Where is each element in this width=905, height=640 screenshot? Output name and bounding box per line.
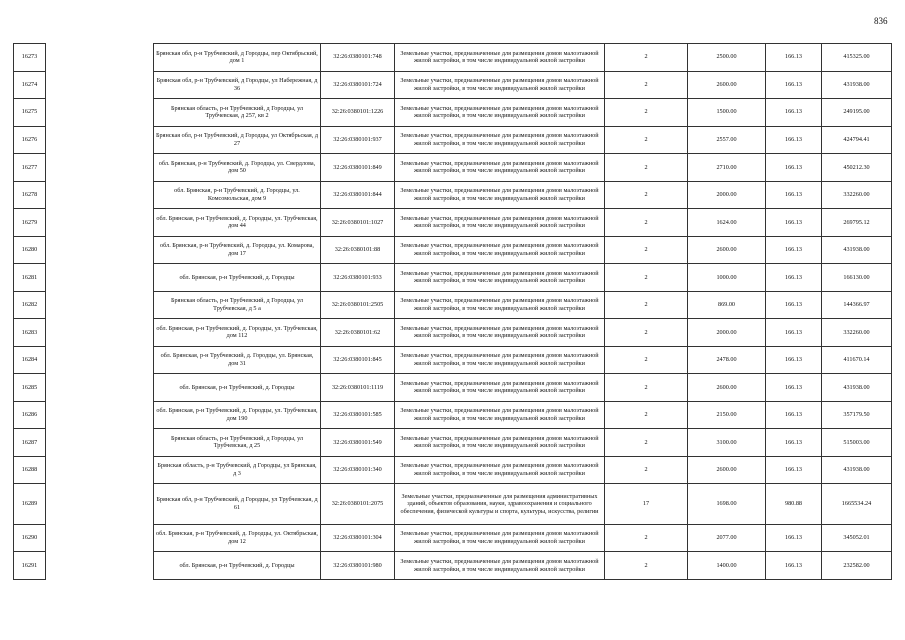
address-cell: обл. Брянская, р-н Трубчевский, д. Городцы bbox=[154, 264, 321, 292]
group-cell: 2 bbox=[605, 374, 688, 402]
address-cell: обл. Брянская, р-н Трубчевский, д. Городцы, ул. Комарова, дом 17 bbox=[154, 236, 321, 264]
cadastral-number-cell: 32:26:0380101:724 bbox=[321, 71, 395, 99]
address-cell: обл. Брянская, р-н Трубчевский, д. Городцы bbox=[154, 374, 321, 402]
specific-value-cell: 166.13 bbox=[766, 401, 822, 429]
cadastral-value-cell: 431938.00 bbox=[822, 374, 892, 402]
row-gap bbox=[46, 552, 154, 580]
row-number: 16282 bbox=[14, 291, 46, 319]
cadastral-value-cell: 450212.30 bbox=[822, 154, 892, 182]
group-cell: 2 bbox=[605, 552, 688, 580]
row-gap bbox=[46, 126, 154, 154]
row-gap bbox=[46, 181, 154, 209]
land-use-cell: Земельные участки, предназначенные для размещения домов малоэтажной жилой застройки, в том числе индивидуальной жилой застройки bbox=[395, 346, 605, 374]
row-number: 16275 bbox=[14, 99, 46, 127]
group-cell: 2 bbox=[605, 319, 688, 347]
specific-value-cell: 166.13 bbox=[766, 264, 822, 292]
row-gap bbox=[46, 456, 154, 484]
row-gap bbox=[46, 264, 154, 292]
cadastral-value-cell: 249195.00 bbox=[822, 99, 892, 127]
row-gap bbox=[46, 209, 154, 237]
row-gap bbox=[46, 44, 154, 72]
area-cell: 3100.00 bbox=[688, 429, 766, 457]
table-row bbox=[14, 429, 892, 457]
cadastral-number-cell: 32:26:0380101:549 bbox=[321, 429, 395, 457]
table-row bbox=[14, 264, 892, 292]
cadastral-number-cell: 32:26:0380101:88 bbox=[321, 236, 395, 264]
row-number: 16285 bbox=[14, 374, 46, 402]
row-number: 16284 bbox=[14, 346, 46, 374]
cadastral-number-cell: 32:26:0380101:304 bbox=[321, 524, 395, 552]
address-cell: Брянская обл, р-н Трубчевский, д Городцы, ул Октябрьская, д 27 bbox=[154, 126, 321, 154]
group-cell: 2 bbox=[605, 209, 688, 237]
cadastral-value-cell: 1665534.24 bbox=[822, 484, 892, 524]
table-row bbox=[14, 319, 892, 347]
group-cell: 2 bbox=[605, 264, 688, 292]
area-cell: 2000.00 bbox=[688, 181, 766, 209]
address-cell: Брянская обл, р-н Трубчевский, д Городцы, ул Набережная, д 36 bbox=[154, 71, 321, 99]
address-cell: обл. Брянская, р-н Трубчевский, д. Городцы, ул. Трубчевская, дом 190 bbox=[154, 401, 321, 429]
cadastral-number-cell: 32:26:0380101:2075 bbox=[321, 484, 395, 524]
land-use-cell: Земельные участки, предназначенные для размещения домов малоэтажной жилой застройки, в том числе индивидуальной жилой застройки bbox=[395, 552, 605, 580]
address-cell: обл. Брянская, р-н Трубчевский, д. Городцы, ул. Трубчевская, дом 112 bbox=[154, 319, 321, 347]
land-use-cell: Земельные участки, предназначенные для размещения домов малоэтажной жилой застройки, в том числе индивидуальной жилой застройки bbox=[395, 429, 605, 457]
table-row bbox=[14, 456, 892, 484]
row-number: 16291 bbox=[14, 552, 46, 580]
specific-value-cell: 166.13 bbox=[766, 209, 822, 237]
specific-value-cell: 980.88 bbox=[766, 484, 822, 524]
table-row bbox=[14, 181, 892, 209]
row-number: 16290 bbox=[14, 524, 46, 552]
address-cell: обл. Брянская, р-н Трубчевский, д. Городцы, ул. Комсомольская, дом 9 bbox=[154, 181, 321, 209]
table-row bbox=[14, 99, 892, 127]
land-use-cell: Земельные участки, предназначенные для размещения административных зданий, объектов образования, науки, здравоохранения и социального обеспечения, физической культуры и спорта, культуры, искусства, религии bbox=[395, 484, 605, 524]
area-cell: 2500.00 bbox=[688, 44, 766, 72]
row-gap bbox=[46, 401, 154, 429]
table-row bbox=[14, 126, 892, 154]
land-use-cell: Земельные участки, предназначенные для размещения домов малоэтажной жилой застройки, в том числе индивидуальной жилой застройки bbox=[395, 126, 605, 154]
cadastral-value-cell: 415325.00 bbox=[822, 44, 892, 72]
cadastral-number-cell: 32:26:0380101:585 bbox=[321, 401, 395, 429]
row-number: 16289 bbox=[14, 484, 46, 524]
cadastral-number-cell: 32:26:0380101:844 bbox=[321, 181, 395, 209]
specific-value-cell: 166.13 bbox=[766, 44, 822, 72]
group-cell: 17 bbox=[605, 484, 688, 524]
cadastral-value-cell: 345052.01 bbox=[822, 524, 892, 552]
cadastral-number-cell: 32:26:0380101:933 bbox=[321, 264, 395, 292]
group-cell: 2 bbox=[605, 236, 688, 264]
cadastral-value-cell: 431938.00 bbox=[822, 71, 892, 99]
address-cell: Брянская область, р-н Трубчевский, д Городцы, ул Трубчевская, д 257, кв 2 bbox=[154, 99, 321, 127]
table-row bbox=[14, 236, 892, 264]
row-gap bbox=[46, 319, 154, 347]
area-cell: 2077.00 bbox=[688, 524, 766, 552]
row-number: 16280 bbox=[14, 236, 46, 264]
row-gap bbox=[46, 71, 154, 99]
cadastral-value-cell: 144366.97 bbox=[822, 291, 892, 319]
row-gap bbox=[46, 154, 154, 182]
land-use-cell: Земельные участки, предназначенные для размещения домов малоэтажной жилой застройки, в том числе индивидуальной жилой застройки bbox=[395, 291, 605, 319]
address-cell: обл. Брянская, р-н Трубчевский, д. Городцы, ул. Свердлова, дом 50 bbox=[154, 154, 321, 182]
cadastral-value-table bbox=[13, 43, 892, 580]
area-cell: 2557.00 bbox=[688, 126, 766, 154]
specific-value-cell: 166.13 bbox=[766, 456, 822, 484]
group-cell: 2 bbox=[605, 181, 688, 209]
cadastral-number-cell: 32:26:0380101:340 bbox=[321, 456, 395, 484]
cadastral-value-cell: 166130.00 bbox=[822, 264, 892, 292]
cadastral-number-cell: 32:26:0380101:980 bbox=[321, 552, 395, 580]
group-cell: 2 bbox=[605, 524, 688, 552]
row-gap bbox=[46, 374, 154, 402]
cadastral-value-cell: 232582.00 bbox=[822, 552, 892, 580]
address-cell: Брянская область, р-н Трубчевский, д Городцы, ул Трубчевская, д 5 а bbox=[154, 291, 321, 319]
address-cell: обл. Брянская, р-н Трубчевский, д. Городцы, ул. Октябрьская, дом 12 bbox=[154, 524, 321, 552]
cadastral-value-cell: 424794.41 bbox=[822, 126, 892, 154]
area-cell: 1698.00 bbox=[688, 484, 766, 524]
group-cell: 2 bbox=[605, 44, 688, 72]
cadastral-value-cell: 431938.00 bbox=[822, 456, 892, 484]
land-use-cell: Земельные участки, предназначенные для размещения домов малоэтажной жилой застройки, в том числе индивидуальной жилой застройки bbox=[395, 209, 605, 237]
row-gap bbox=[46, 291, 154, 319]
row-number: 16279 bbox=[14, 209, 46, 237]
area-cell: 2600.00 bbox=[688, 374, 766, 402]
cadastral-number-cell: 32:26:0380101:2505 bbox=[321, 291, 395, 319]
cadastral-number-cell: 32:26:0380101:849 bbox=[321, 154, 395, 182]
area-cell: 2600.00 bbox=[688, 456, 766, 484]
area-cell: 1624.00 bbox=[688, 209, 766, 237]
table-row bbox=[14, 484, 892, 524]
specific-value-cell: 166.13 bbox=[766, 154, 822, 182]
row-number: 16287 bbox=[14, 429, 46, 457]
table-row bbox=[14, 524, 892, 552]
row-number: 16281 bbox=[14, 264, 46, 292]
cadastral-number-cell: 32:26:0380101:62 bbox=[321, 319, 395, 347]
group-cell: 2 bbox=[605, 71, 688, 99]
area-cell: 2710.00 bbox=[688, 154, 766, 182]
land-use-cell: Земельные участки, предназначенные для размещения домов малоэтажной жилой застройки, в том числе индивидуальной жилой застройки bbox=[395, 236, 605, 264]
specific-value-cell: 166.13 bbox=[766, 552, 822, 580]
land-use-cell: Земельные участки, предназначенные для размещения домов малоэтажной жилой застройки, в том числе индивидуальной жилой застройки bbox=[395, 524, 605, 552]
address-cell: Брянская область, р-н Трубчевский, д Городцы, ул Брянская, д 3 bbox=[154, 456, 321, 484]
land-use-cell: Земельные участки, предназначенные для размещения домов малоэтажной жилой застройки, в том числе индивидуальной жилой застройки bbox=[395, 44, 605, 72]
specific-value-cell: 166.13 bbox=[766, 346, 822, 374]
land-use-cell: Земельные участки, предназначенные для размещения домов малоэтажной жилой застройки, в том числе индивидуальной жилой застройки bbox=[395, 456, 605, 484]
cadastral-value-cell: 332260.00 bbox=[822, 181, 892, 209]
row-number: 16276 bbox=[14, 126, 46, 154]
land-use-cell: Земельные участки, предназначенные для размещения домов малоэтажной жилой застройки, в том числе индивидуальной жилой застройки bbox=[395, 181, 605, 209]
table-row bbox=[14, 401, 892, 429]
row-gap bbox=[46, 236, 154, 264]
group-cell: 2 bbox=[605, 154, 688, 182]
land-use-cell: Земельные участки, предназначенные для размещения домов малоэтажной жилой застройки, в том числе индивидуальной жилой застройки bbox=[395, 319, 605, 347]
area-cell: 2150.00 bbox=[688, 401, 766, 429]
table-row bbox=[14, 346, 892, 374]
area-cell: 2600.00 bbox=[688, 236, 766, 264]
group-cell: 2 bbox=[605, 401, 688, 429]
land-use-cell: Земельные участки, предназначенные для размещения домов малоэтажной жилой застройки, в том числе индивидуальной жилой застройки bbox=[395, 401, 605, 429]
area-cell: 1000.00 bbox=[688, 264, 766, 292]
area-cell: 2478.00 bbox=[688, 346, 766, 374]
area-cell: 1500.00 bbox=[688, 99, 766, 127]
specific-value-cell: 166.13 bbox=[766, 181, 822, 209]
specific-value-cell: 166.13 bbox=[766, 374, 822, 402]
cadastral-number-cell: 32:26:0380101:937 bbox=[321, 126, 395, 154]
cadastral-value-cell: 431938.00 bbox=[822, 236, 892, 264]
group-cell: 2 bbox=[605, 99, 688, 127]
table-row bbox=[14, 552, 892, 580]
row-number: 16278 bbox=[14, 181, 46, 209]
table-row bbox=[14, 374, 892, 402]
row-number: 16288 bbox=[14, 456, 46, 484]
address-cell: Брянская обл, р-н Трубчевский, д Городцы, пер Октябрьский, дом 1 bbox=[154, 44, 321, 72]
cadastral-value-cell: 515003.00 bbox=[822, 429, 892, 457]
cadastral-number-cell: 32:26:0380101:845 bbox=[321, 346, 395, 374]
area-cell: 1400.00 bbox=[688, 552, 766, 580]
cadastral-number-cell: 32:26:0380101:748 bbox=[321, 44, 395, 72]
table-row bbox=[14, 209, 892, 237]
row-gap bbox=[46, 99, 154, 127]
land-use-cell: Земельные участки, предназначенные для размещения домов малоэтажной жилой застройки, в том числе индивидуальной жилой застройки bbox=[395, 154, 605, 182]
table-row bbox=[14, 44, 892, 72]
land-use-cell: Земельные участки, предназначенные для размещения домов малоэтажной жилой застройки, в том числе индивидуальной жилой застройки bbox=[395, 99, 605, 127]
row-number: 16273 bbox=[14, 44, 46, 72]
group-cell: 2 bbox=[605, 429, 688, 457]
specific-value-cell: 166.13 bbox=[766, 236, 822, 264]
page-number: 836 bbox=[874, 16, 888, 26]
address-cell: обл. Брянская, р-н Трубчевский, д. Городцы, ул. Трубчевская, дом 44 bbox=[154, 209, 321, 237]
row-number: 16274 bbox=[14, 71, 46, 99]
specific-value-cell: 166.13 bbox=[766, 71, 822, 99]
specific-value-cell: 166.13 bbox=[766, 126, 822, 154]
specific-value-cell: 166.13 bbox=[766, 319, 822, 347]
row-number: 16277 bbox=[14, 154, 46, 182]
cadastral-value-cell: 411670.14 bbox=[822, 346, 892, 374]
land-use-cell: Земельные участки, предназначенные для размещения домов малоэтажной жилой застройки, в том числе индивидуальной жилой застройки bbox=[395, 71, 605, 99]
row-gap bbox=[46, 346, 154, 374]
cadastral-value-cell: 269795.12 bbox=[822, 209, 892, 237]
cadastral-value-cell: 357179.50 bbox=[822, 401, 892, 429]
row-number: 16283 bbox=[14, 319, 46, 347]
group-cell: 2 bbox=[605, 126, 688, 154]
area-cell: 869.00 bbox=[688, 291, 766, 319]
table-row bbox=[14, 291, 892, 319]
land-use-cell: Земельные участки, предназначенные для размещения домов малоэтажной жилой застройки, в том числе индивидуальной жилой застройки bbox=[395, 374, 605, 402]
address-cell: обл. Брянская, р-н Трубчевский, д. Городцы, ул. Брянская, дом 31 bbox=[154, 346, 321, 374]
group-cell: 2 bbox=[605, 456, 688, 484]
row-gap bbox=[46, 524, 154, 552]
table-row bbox=[14, 154, 892, 182]
row-gap bbox=[46, 484, 154, 524]
cadastral-number-cell: 32:26:0380101:1119 bbox=[321, 374, 395, 402]
land-use-cell: Земельные участки, предназначенные для размещения домов малоэтажной жилой застройки, в том числе индивидуальной жилой застройки bbox=[395, 264, 605, 292]
table-row bbox=[14, 71, 892, 99]
group-cell: 2 bbox=[605, 346, 688, 374]
cadastral-number-cell: 32:26:0380101:1027 bbox=[321, 209, 395, 237]
specific-value-cell: 166.13 bbox=[766, 429, 822, 457]
address-cell: Брянская область, р-н Трубчевский, д Городцы, ул Трубчевская, д 25 bbox=[154, 429, 321, 457]
group-cell: 2 bbox=[605, 291, 688, 319]
specific-value-cell: 166.13 bbox=[766, 99, 822, 127]
row-number: 16286 bbox=[14, 401, 46, 429]
area-cell: 2600.00 bbox=[688, 71, 766, 99]
cadastral-value-cell: 332260.00 bbox=[822, 319, 892, 347]
area-cell: 2000.00 bbox=[688, 319, 766, 347]
address-cell: Брянская обл, р-н Трубчевский, д Городцы, ул Трубчевская, д 61 bbox=[154, 484, 321, 524]
specific-value-cell: 166.13 bbox=[766, 524, 822, 552]
row-gap bbox=[46, 429, 154, 457]
cadastral-number-cell: 32:26:0380101:1226 bbox=[321, 99, 395, 127]
specific-value-cell: 166.13 bbox=[766, 291, 822, 319]
address-cell: обл. Брянская, р-н Трубчевский, д. Городцы bbox=[154, 552, 321, 580]
